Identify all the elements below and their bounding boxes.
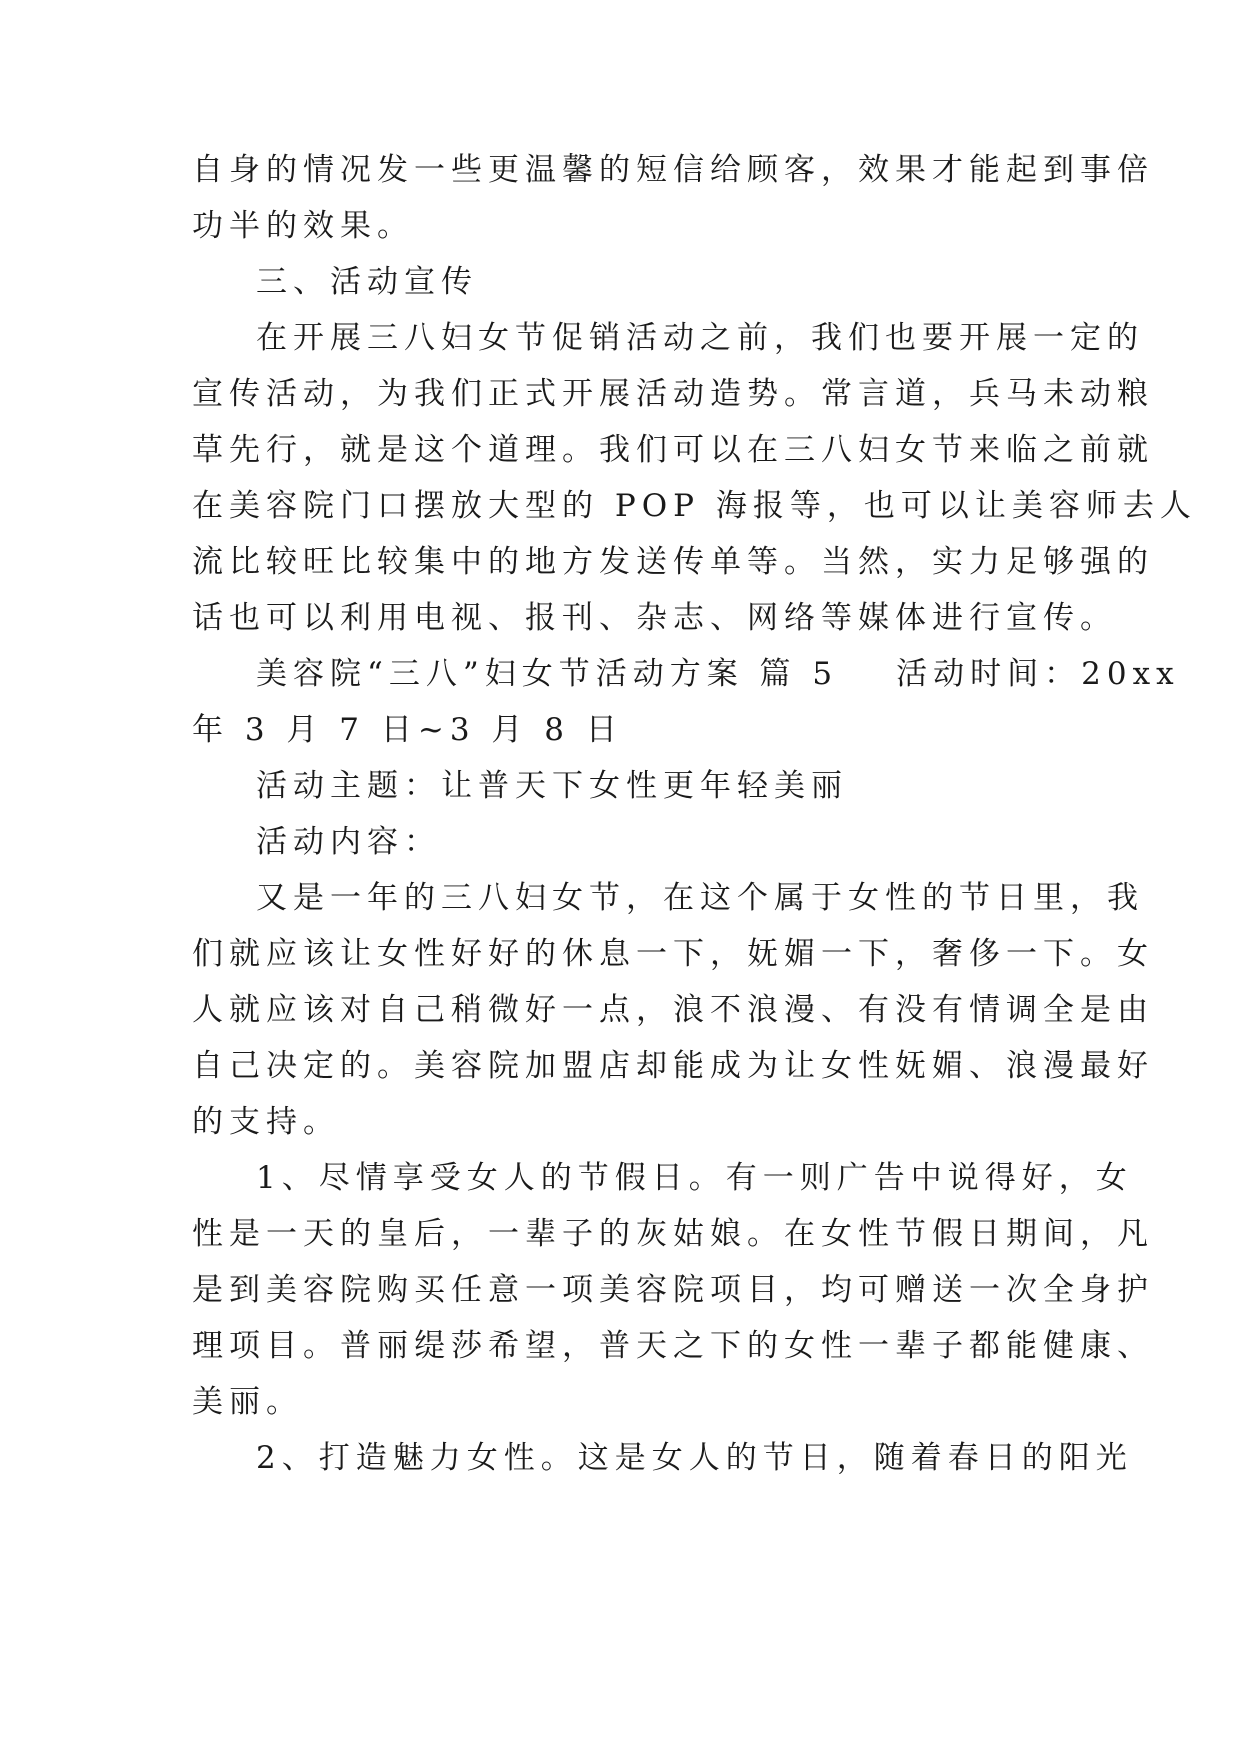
paragraph-line: 是到美容院购买任意一项美容院项目，均可赠送一次全身护 bbox=[192, 1272, 1154, 1308]
paragraph-line: 功半的效果。 bbox=[192, 208, 414, 244]
paragraph-line: 人就应该对自己稍微好一点，浪不浪漫、有没有情调全是由 bbox=[192, 992, 1154, 1028]
article-title: 美容院“三八”妇女节活动方案 篇 5 bbox=[256, 656, 839, 692]
paragraph-line: 自身的情况发一些更温馨的短信给顾客，效果才能起到事倍 bbox=[192, 152, 1154, 188]
section-heading: 三、活动宣传 bbox=[256, 264, 478, 300]
paragraph-line: 草先行，就是这个道理。我们可以在三八妇女节来临之前就 bbox=[192, 432, 1154, 468]
paragraph-line: 性是一天的皇后，一辈子的灰姑娘。在女性节假日期间，凡 bbox=[192, 1216, 1154, 1252]
paragraph-line: 话也可以利用电视、报刊、杂志、网络等媒体进行宣传。 bbox=[192, 600, 1117, 636]
paragraph-line: 宣传活动，为我们正式开展活动造势。常言道，兵马未动粮 bbox=[192, 376, 1154, 412]
paragraph-line: 自己决定的。美容院加盟店却能成为让女性妩媚、浪漫最好 bbox=[192, 1048, 1154, 1084]
paragraph-line: 在开展三八妇女节促销活动之前，我们也要开展一定的 bbox=[256, 320, 1144, 356]
paragraph-line: 流比较旺比较集中的地方发送传单等。当然，实力足够强的 bbox=[192, 544, 1154, 580]
paragraph-line: 1、尽情享受女人的节假日。有一则广告中说得好，女 bbox=[256, 1160, 1133, 1196]
paragraph-line: 在美容院门口摆放大型的 POP 海报等，也可以让美容师去人 bbox=[192, 488, 1197, 524]
paragraph-line: 们就应该让女性好好的休息一下，妩媚一下，奢侈一下。女 bbox=[192, 936, 1154, 972]
paragraph-line: 理项目。普丽缇莎希望，普天之下的女性一辈子都能健康、 bbox=[192, 1328, 1154, 1364]
paragraph-line: 活动内容： bbox=[256, 824, 441, 860]
paragraph-line: 又是一年的三八妇女节，在这个属于女性的节日里，我 bbox=[256, 880, 1144, 916]
paragraph-line: 的支持。 bbox=[192, 1104, 340, 1140]
paragraph-line: 美丽。 bbox=[192, 1384, 303, 1420]
paragraph-line: 活动主题：让普天下女性更年轻美丽 bbox=[256, 768, 848, 804]
paragraph-line: 2、打造魅力女性。这是女人的节日，随着春日的阳光 bbox=[256, 1440, 1133, 1476]
activity-time-label: 活动时间：20xx bbox=[896, 656, 1180, 692]
paragraph-line: 年 3 月 7 日~3 月 8 日 bbox=[192, 712, 623, 748]
article-title-line bbox=[256, 654, 1180, 694]
